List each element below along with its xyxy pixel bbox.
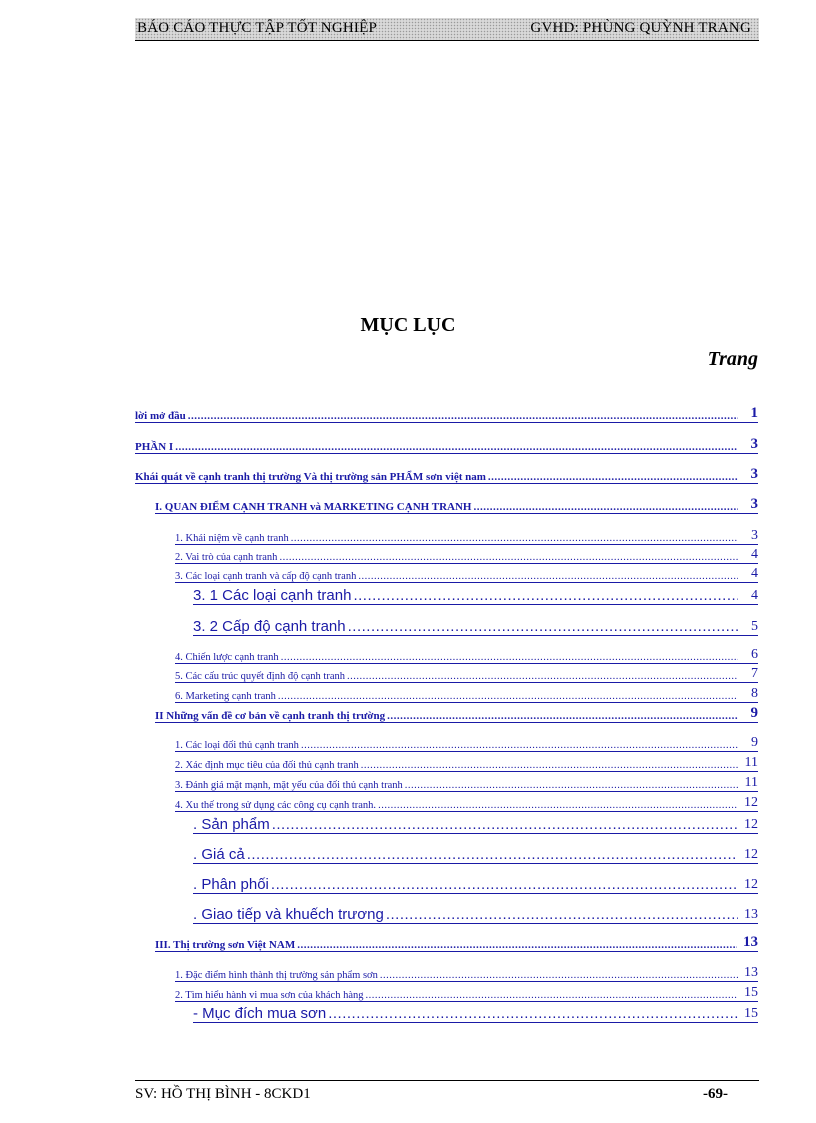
toc-entry-text: 2. Xác định mục tiêu của đối thủ cạnh tranh <box>175 760 359 771</box>
toc-entry[interactable] <box>175 756 758 772</box>
toc-entry-page: 11 <box>744 775 758 790</box>
toc-entry-page: 6 <box>751 647 758 662</box>
toc-entry-page: 15 <box>744 985 758 1000</box>
toc-entry-page: 1 <box>750 405 758 421</box>
toc-entry-text: . Phân phối <box>193 876 269 893</box>
toc-leader <box>405 780 738 791</box>
toc-entry[interactable] <box>193 617 758 636</box>
toc-entry[interactable] <box>193 1004 758 1023</box>
toc-leader <box>361 760 738 771</box>
toc-entry[interactable] <box>175 776 758 792</box>
toc-entry-page: 12 <box>744 877 758 892</box>
toc-entry-text: 6. Marketing cạnh tranh <box>175 691 276 702</box>
toc-entry[interactable] <box>193 875 758 894</box>
toc-entry-text: 1. Các loại đối thủ cạnh tranh <box>175 740 299 751</box>
toc-entry-text: 1. Đặc điểm hình thành thị trường sản phẩm sơn <box>175 970 378 981</box>
toc-entry-text: 3. Đánh giá mặt mạnh, mặt yếu của đối thủ cạnh tranh <box>175 780 403 791</box>
toc-entry-text: 2. Vai trò của cạnh tranh <box>175 552 278 563</box>
toc-entry[interactable] <box>175 548 758 564</box>
toc-entry-page: 13 <box>744 965 758 980</box>
toc-entry[interactable] <box>175 966 758 982</box>
toc-leader <box>386 906 738 923</box>
toc-leader <box>301 740 738 751</box>
toc-entry-page: 4 <box>751 566 758 581</box>
page-header <box>135 18 759 41</box>
toc-leader <box>353 587 738 604</box>
page-column-label: Trang <box>707 348 758 370</box>
toc-entry-text: 1. Khái niệm về cạnh tranh <box>175 533 289 544</box>
toc-entry[interactable] <box>175 567 758 583</box>
toc-entry[interactable] <box>155 935 758 952</box>
toc-entry-page: 4 <box>751 588 758 603</box>
toc-leader <box>188 410 738 422</box>
toc-entry-page: 9 <box>750 705 758 721</box>
toc-entry-page: 3 <box>751 528 758 543</box>
footer-divider <box>135 1080 759 1081</box>
footer-page-number: -69- <box>703 1086 728 1102</box>
page-title: MỤC LỤC <box>360 314 456 336</box>
header-report-title: BÁO CÁO THỰC TẬP TỐT NGHIỆP <box>137 20 377 36</box>
toc-entry-text: . Giá cả <box>193 846 245 863</box>
toc-entry-page: 3 <box>750 496 758 512</box>
toc-leader <box>278 691 738 702</box>
toc-entry-text: 3. Các loại cạnh tranh và cấp độ cạnh tranh <box>175 571 357 582</box>
toc-entry[interactable] <box>175 667 758 683</box>
toc-entry-text: III. Thị trường sơn Việt NAM <box>155 939 296 951</box>
toc-entry[interactable] <box>135 467 758 484</box>
toc-leader <box>473 501 738 513</box>
toc-entry[interactable] <box>175 648 758 664</box>
toc-entry-page: 13 <box>744 907 758 922</box>
toc-entry-page: 12 <box>744 817 758 832</box>
toc-leader <box>281 652 738 663</box>
toc-leader <box>175 441 738 453</box>
toc-entry-text: 2. Tìm hiểu hành vi mua sơn của khách hàng <box>175 990 364 1001</box>
toc-entry-text: PHẦN I <box>135 441 174 453</box>
toc-entry-page: 9 <box>751 735 758 750</box>
toc-entry-page: 4 <box>751 547 758 562</box>
toc-leader <box>328 1005 738 1022</box>
toc-entry-page: 3 <box>750 466 758 482</box>
toc-entry[interactable] <box>135 437 758 454</box>
toc-entry[interactable] <box>175 529 758 545</box>
toc-entry-page: 11 <box>744 755 758 770</box>
toc-entry[interactable] <box>175 687 758 703</box>
header-advisor: GVHD: PHÙNG QUỲNH TRANG <box>530 20 751 36</box>
toc-entry-text: - Mục đích mua sơn <box>193 1005 327 1022</box>
toc-entry-text: . Giao tiếp và khuếch trương <box>193 906 384 923</box>
toc-leader <box>279 552 738 563</box>
toc-entry[interactable] <box>193 905 758 924</box>
toc-entry-text: 4. Chiến lược cạnh tranh <box>175 652 279 663</box>
toc-leader <box>488 471 738 483</box>
toc-entry[interactable] <box>175 736 758 752</box>
toc-entry-page: 13 <box>743 934 758 950</box>
toc-entry[interactable] <box>155 706 758 723</box>
toc-leader <box>297 939 737 951</box>
toc-entry[interactable] <box>175 986 758 1002</box>
toc-entry[interactable] <box>135 406 758 423</box>
toc-entry-text: 3. 2 Cấp độ cạnh tranh <box>193 618 346 635</box>
toc-entry[interactable] <box>193 815 758 834</box>
toc-entry-page: 12 <box>744 795 758 810</box>
toc-entry-text: 3. 1 Các loại cạnh tranh <box>193 587 352 604</box>
toc-leader <box>347 671 738 682</box>
toc-entry[interactable] <box>175 796 758 812</box>
toc-leader <box>291 533 738 544</box>
toc-entry-text: 4. Xu thế trong sử dụng các công cụ cạnh tranh. <box>175 800 377 811</box>
toc-entry-text: Khái quát về cạnh tranh thị trường Và thị trường sản PHẨM sơn việt nam <box>135 471 486 483</box>
toc-leader <box>247 846 738 863</box>
toc-leader <box>387 710 738 722</box>
toc-leader <box>378 800 738 811</box>
toc-leader <box>380 970 738 981</box>
toc-entry[interactable] <box>155 497 758 514</box>
toc-entry-page: 7 <box>751 666 758 681</box>
toc-entry-page: 3 <box>750 436 758 452</box>
toc-entry-page: 8 <box>751 686 758 701</box>
toc-leader <box>365 990 738 1001</box>
toc-entry-text: I. QUAN ĐIỂM CẠNH TRANH và MARKETING CẠNH TRANH <box>155 501 472 513</box>
toc-entry-page: 12 <box>744 847 758 862</box>
toc-entry-text: II Những vấn đề cơ bản về cạnh tranh thị trường <box>155 710 386 722</box>
toc-leader <box>348 618 738 635</box>
toc-entry[interactable] <box>193 845 758 864</box>
toc-entry-text: . Sản phẩm <box>193 816 270 833</box>
toc-entry-page: 15 <box>744 1006 758 1021</box>
toc-entry-page: 5 <box>751 619 758 634</box>
footer-student: SV: HỒ THỊ BÌNH - 8CKD1 <box>135 1086 311 1102</box>
toc-leader <box>271 876 738 893</box>
toc-entry-text: lời mở đầu <box>135 410 186 422</box>
toc-leader <box>358 571 738 582</box>
toc-entry[interactable] <box>193 586 758 605</box>
toc-entry-text: 5. Các cấu trúc quyết định độ cạnh tranh <box>175 671 345 682</box>
toc-leader <box>272 816 738 833</box>
